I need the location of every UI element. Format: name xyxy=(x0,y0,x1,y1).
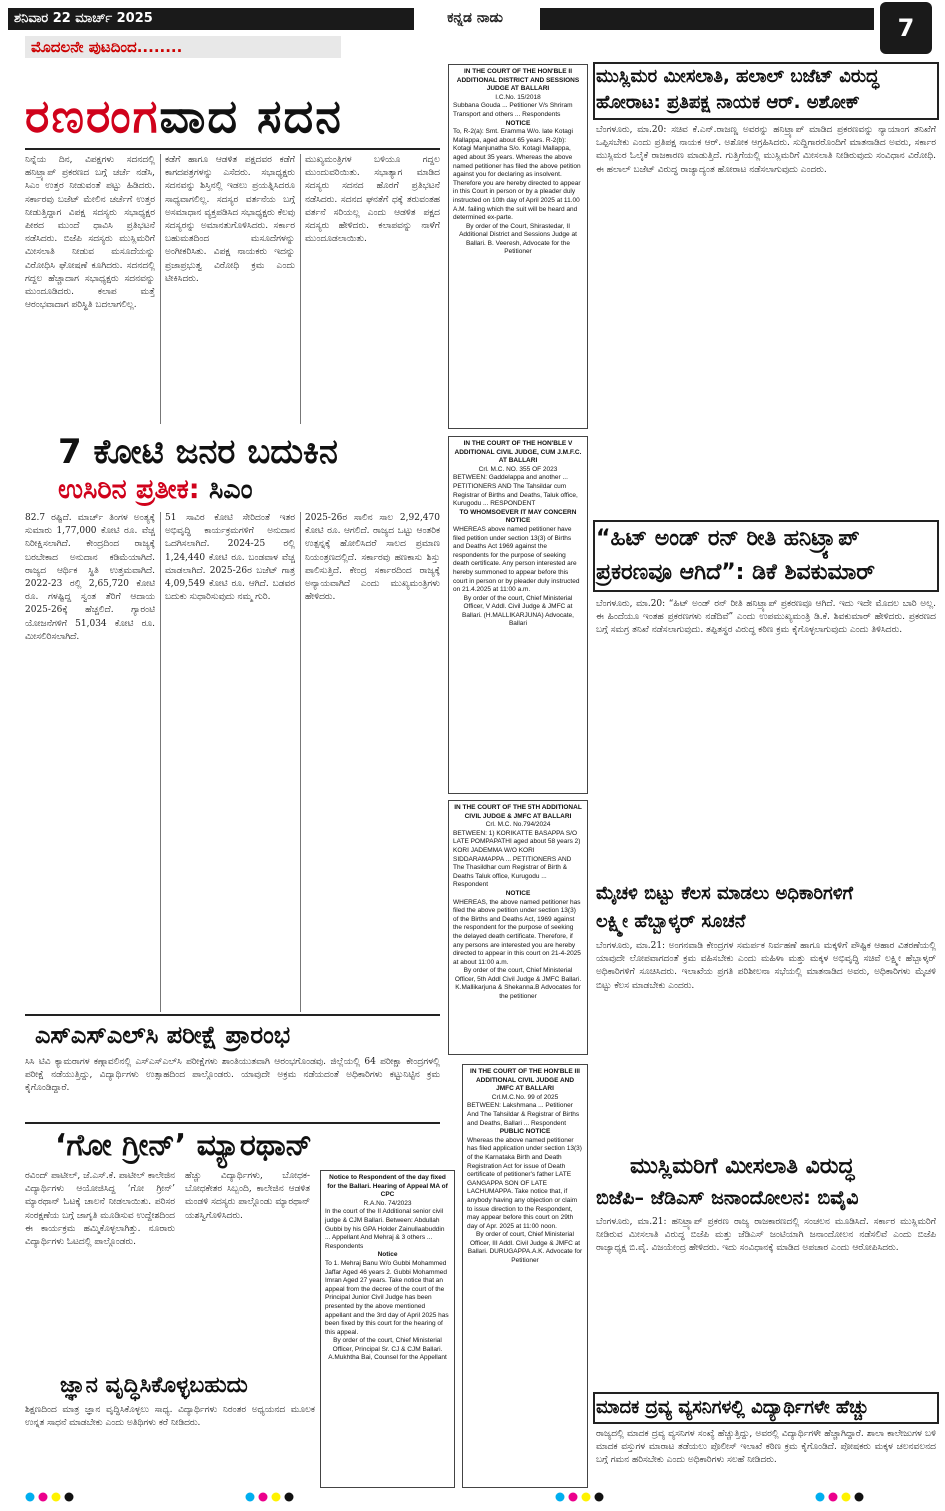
right-story-4-headline-2: ಬಿಜೆಪಿ– ಜೆಡಿಎಸ್ ಜನಾಂದೋಲನ: ಬಿವೈವಿ xyxy=(596,1187,859,1209)
registration-dot xyxy=(569,1493,578,1502)
notice-court: IN THE COURT OF THE 5TH ADDITIONAL CIVIL JUDGE & JMFC AT BALLARI xyxy=(454,804,582,820)
notice-title: NOTICE xyxy=(505,119,531,127)
notice-body: To 1. Mehraj Banu W/o Gubbi Mohammed Jaffar Aged 46 years 2. Gubbi Mohammed Imran Aged 27 years. Take notice that an appeal from the decree of the court of the Principal Junior Civil Judge has been presented by the above mentioned appellant and the 3rd day of April 2025 has been fixed by this court for the hearing of this appeal. xyxy=(325,1259,449,1336)
cm-headline-black: ಸಿಎಂ xyxy=(208,474,253,505)
right-story-2-body: ಬೆಂಗಳೂರು, ಮಾ.20: “ಹಿಟ್ ಅಂಡ್ ರನ್ ರೀತಿ ಹನಿಟ್ರ್ಯಾಪ್ ಪ್ರಕರಣವೂ ಆಗಿದೆ. ಇದು ಇದೇ ಮೊದಲ ಬಾರಿ ಅಲ್ಲ. ಈ ಹಿಂದೆಯೂ ಇಂತಹ ಪ್ರಕರಣಗಳು ನಡೆದಿವೆ” ಎಂದು ಉಪಮುಖ್ಯಮಂತ್ರಿ ಡಿ.ಕೆ. ಶಿವಕುಮಾರ್ ಹೇಳಿದರು. ಪ್ರಕರಣದ ಬಗ್ಗೆ ಸಮಗ್ರ ತನಿಖೆ ನಡೆಸಲಾಗುವುದು. ತಪ್ಪಿತಸ್ಥರ ವಿರುದ್ಧ ಕಠಿಣ ಕ್ರಮ ಕೈಗೊಳ್ಳಲಾಗುವುದು ಎಂದು ತಿಳಿಸಿದರು. xyxy=(596,599,936,636)
notice-parties: BETWEEN: Gaddelappa and another ... PETITIONERS AND The Tahsildar cum Registrar of Births and Deaths, Taluk office, Kurugodu ... RESPONDENT xyxy=(453,474,578,508)
notice-case: Crl. M.C. No.794/2024 xyxy=(485,821,551,829)
lead-col-2: ಕಡೆಗೆ ಹಾಗೂ ಆಡಳಿತ ಪಕ್ಷದವರ ಕಡೆಗೆ ಕಾಗದಪತ್ರಗಳನ್ನು ಎಸೆದರು. ಸಭಾಧ್ಯಕ್ಷರು ಸದನವನ್ನು ಶಿಸ್ತಿನಲ್ಲಿ ಇಡಲು ಪ್ರಯತ್ನಿಸಿದರೂ ಸಾಧ್ಯವಾಗಲಿಲ್ಲ. ಸದಸ್ಯರ ವರ್ತನೆಯ ಬಗ್ಗೆ ಅಸಮಾಧಾನ ವ್ಯಕ್ತಪಡಿಸಿದ ಸಭಾಧ್ಯಕ್ಷರು ಕೆಲವು ಸದಸ್ಯರನ್ನು ಅಮಾನತುಗೊಳಿಸಿದರು. ಸರ್ಕಾರ ಬಹುಮತದಿಂದ ಮಸೂದೆಗಳನ್ನು ಅಂಗೀಕರಿಸಿತು. ವಿಪಕ್ಷ ನಾಯಕರು ಇದನ್ನು ಪ್ರಜಾಪ್ರಭುತ್ವ ವಿರೋಧಿ ಕ್ರಮ ಎಂದು ಟೀಕಿಸಿದರು. xyxy=(165,155,295,284)
section-tag: ಮೊದಲನೇ ಪುಟದಿಂದ........ xyxy=(25,36,341,58)
sslc-rule xyxy=(25,1014,440,1016)
notice-court: Notice to Respondent of the day fixed for the Ballari. Hearing of Appeal MA of CPC xyxy=(327,1174,448,1199)
court-notice xyxy=(448,64,588,429)
notice-signature: By order of the court, Chief Ministerial Officer, 5th Addl Civil Judge & JMFC Ballari. K.Mallikarjuna & Shekanna.B Advocates for the petitioner xyxy=(454,967,582,1001)
registration-dot xyxy=(829,1493,838,1502)
registration-dot xyxy=(26,1493,35,1502)
registration-dot xyxy=(595,1493,604,1502)
notice-case: I.C.No. 15/2018 xyxy=(495,93,541,101)
right-story-5-body: ರಾಜ್ಯದಲ್ಲಿ ಮಾದಕ ದ್ರವ್ಯ ವ್ಯಸನಿಗಳ ಸಂಖ್ಯೆ ಹೆಚ್ಚುತ್ತಿದ್ದು, ಅವರಲ್ಲಿ ವಿದ್ಯಾರ್ಥಿಗಳೇ ಹೆಚ್ಚಾಗಿದ್ದಾರೆ. ಶಾಲಾ ಕಾಲೇಜುಗಳ ಬಳಿ ಮಾದಕ ವಸ್ತುಗಳ ಮಾರಾಟ ತಡೆಯಲು ಪೊಲೀಸ್ ಇಲಾಖೆ ಕಠಿಣ ಕ್ರಮ ಕೈಗೊಂಡಿದೆ. ಪೋಷಕರು ಮಕ್ಕಳ ಚಲನವಲನದ ಬಗ್ಗೆ ಗಮನ ಹರಿಸಬೇಕು ಎಂದು ಅಧಿಕಾರಿಗಳು ಸಲಹೆ ನೀಡಿದರು. xyxy=(596,1429,936,1466)
right-story-2-headline-1: “ಹಿಟ್ ಅಂಡ್ ರನ್ ರೀತಿ ಹನಿಟ್ರ್ಯಾಪ್ xyxy=(596,526,860,551)
notice-title: TO WHOMSOEVER IT MAY CONCERN NOTICE xyxy=(459,508,577,525)
right-story-3-headline-1: ಮೈಚಳಿ ಬಿಟ್ಟು ಕೆಲಸ ಮಾಡಲು ಅಧಿಕಾರಿಗಳಿಗೆ xyxy=(596,883,853,904)
sslc-headline: ಎಸ್‌ಎಸ್‌ಎಲ್‌ಸಿ ಪರೀಕ್ಷೆ ಪ್ರಾರಂಭ xyxy=(35,1021,291,1049)
right-story-1-headline-2: ಹೋರಾಟ: ಪ್ರತಿಪಕ್ಷ ನಾಯಕ ಆರ್. ಅಶೋಕ್ xyxy=(596,92,860,113)
notice-court: IN THE COURT OF THE HON'BLE III ADDITIONAL CIVIL JUDGE AND JMFC AT BALLARI xyxy=(470,1068,580,1093)
gogreen-rule xyxy=(25,1122,440,1124)
notice-parties: In the court of the II Additional senior civil judge & CJM Ballari. Between: Abdullah Gubbi by his GPA Holder Zainullaabuddin ... Appellant And Mehraj & 3 others ... Respondents xyxy=(325,1208,445,1250)
notice-court: IN THE COURT OF THE HON'BLE II ADDITIONAL DISTRICT AND SESSIONS JUDGE AT BALLARI xyxy=(456,68,580,93)
cm-headline-red: ಉಸಿರಿನ ಪ್ರತೀಕ: xyxy=(58,474,200,505)
sslc-body: ಸಿಸಿ ಟಿವಿ ಕ್ಯಾಮರಾಗಳ ಕಣ್ಗಾವಲಿನಲ್ಲಿ ಎಸ್‌ಎಸ್‌ಎಲ್‌ಸಿ ಪರೀಕ್ಷೆಗಳು ಶಾಂತಿಯುತವಾಗಿ ಆರಂಭಗೊಂಡವು. ಜಿಲ್ಲೆಯಲ್ಲಿ 64 ಪರೀಕ್ಷಾ ಕೇಂದ್ರಗಳಲ್ಲಿ ಪರೀಕ್ಷೆ ನಡೆಯುತ್ತಿದ್ದು, ವಿದ್ಯಾರ್ಥಿಗಳು ಉತ್ಸಾಹದಿಂದ ಪಾಲ್ಗೊಂಡರು. ಯಾವುದೇ ಅಕ್ರಮ ನಡೆಯದಂತೆ ಅಧಿಕಾರಿಗಳು ಕಟ್ಟುನಿಟ್ಟಿನ ಕ್ರಮ ಕೈಗೊಂಡಿದ್ದಾರೆ. xyxy=(25,1057,440,1094)
right-story-5-headline: ಮಾದಕ ದ್ರವ್ಯ ವ್ಯಸನಿಗಳಲ್ಲಿ ವಿದ್ಯಾರ್ಥಿಗಳೇ ಹೆಚ್ಚು xyxy=(596,1397,869,1418)
notice-title: PUBLIC NOTICE xyxy=(499,1128,551,1136)
registration-marks xyxy=(0,1488,945,1507)
notice-court: IN THE COURT OF THE HON'BLE V ADDITIONAL CIVIL JUDGE, CUM J.M.F.C. AT BALLARI xyxy=(454,440,582,465)
registration-dot xyxy=(842,1493,851,1502)
right-story-4-body: ಬೆಂಗಳೂರು, ಮಾ.21: ಹನಿಟ್ರ್ಯಾಪ್ ಪ್ರಕರಣ ರಾಜ್ಯ ರಾಜಕಾರಣದಲ್ಲಿ ಸಂಚಲನ ಮೂಡಿಸಿದೆ. ಸರ್ಕಾರ ಮುಸ್ಲಿಮರಿಗೆ ನೀಡಿರುವ ಮೀಸಲಾತಿ ವಿರುದ್ಧ ಬಿಜೆಪಿ ಮತ್ತು ಜೆಡಿಎಸ್ ಜಂಟಿಯಾಗಿ ಜನಾಂದೋಲನ ನಡೆಸಲಿವೆ ಎಂದು ಬಿಜೆಪಿ ರಾಜ್ಯಾಧ್ಯಕ್ಷ ಬಿ.ವೈ. ವಿಜಯೇಂದ್ರ ಹೇಳಿದರು. ಇದು ಸಂವಿಧಾನಕ್ಕೆ ಮಾಡಿದ ಅಪಚಾರ ಎಂದು ಆರೋಪಿಸಿದರು. xyxy=(596,1217,936,1254)
court-notice xyxy=(448,800,588,1055)
right-story-4-headline-1: ಮುಸ್ಲಿಮರಿಗೆ ಮೀಸಲಾತಿ ವಿರುದ್ಧ xyxy=(630,1154,855,1179)
notice-signature: By order of court, Chief Ministerial Officer, III Addl. Civil Judge & JMFC at Ballari. DURUGAPPA.A.K. Advocate for Petitioner xyxy=(467,1231,583,1265)
issue-date: ಶನಿವಾರ 22 ಮಾರ್ಚ್ 2025 xyxy=(14,11,153,26)
lead-rule xyxy=(25,148,440,150)
notice-body: WHEREAS, the above named petitioner has filed the above petition under section 13(3) of the Births and Deaths Act, 1969 against the respondent for the purpose of seeking the delayed death certificate. Therefore, if any persons are interested you are hereby directed to appear in this court on 21-4-2025 at about 11:00 a.m. xyxy=(453,898,581,966)
notice-case: R.A.No. 74/2023 xyxy=(363,1199,412,1207)
cm-headline-2 xyxy=(58,472,458,508)
notice-title: Notice xyxy=(377,1251,398,1259)
jnana-headline: ಜ್ಞಾನ ವೃದ್ಧಿಸಿಕೊಳ್ಳಬಹುದು xyxy=(60,1373,248,1398)
registration-dot xyxy=(816,1493,825,1502)
notice-parties: Subbana Gouda ... Petitioner V/s Shriram Transport and others ... Respondents xyxy=(453,102,573,118)
gogreen-headline: ‘ಗೋ ಗ್ರೀನ್’ ಮ್ಯಾರಥಾನ್ xyxy=(55,1128,313,1163)
lead-headline-black: ವಾದ ಸದನ xyxy=(159,89,343,143)
column-rule xyxy=(300,512,301,1012)
registration-marks-svg xyxy=(0,1488,945,1507)
cm-headline-1: 7 ಕೋಟಿ ಜನರ ಬದುಕಿನ xyxy=(58,432,338,472)
notice-signature: By order of the Court, Shirastedar, II Additional District and Sessions Judge at Ballari. B. Veeresh, Advocate for the Petitioner xyxy=(459,222,577,256)
header-rule-bar xyxy=(540,8,874,30)
notice-title: NOTICE xyxy=(505,889,531,897)
cm-col-2: 51 ಸಾವಿರ ಕೋಟಿ ಸೇರಿದಂತೆ ಇತರ ಅಭಿವೃದ್ಧಿ ಕಾರ್ಯಕ್ರಮಗಳಿಗೆ ಅನುದಾನ ಒದಗಿಸಲಾಗಿದೆ. 2024-25 ರಲ್ಲಿ 1,24,440 ಕೋಟಿ ರೂ. ಬಂಡವಾಳ ವೆಚ್ಚ ಮಾಡಲಾಗಿದೆ. 2025-26ರ ಬಜೆಟ್ ಗಾತ್ರ 4,09,549 ಕೋಟಿ ರೂ. ಆಗಿದೆ. ಬಡವರ ಬದುಕು ಸುಧಾರಿಸುವುದು ನಮ್ಮ ಗುರಿ. xyxy=(165,513,295,603)
notice-parties: BETWEEN: Lakshmana ... Petitioner And The Tahsildar & Registrar of Births and Deaths, Ballari ... Respondent xyxy=(467,1102,580,1127)
notice-signature: By order of the court, Chief Ministerial Officer, V Addl. Civil Judge & JMFC at Ballari. (H.MALLIKARJUNA) Advocate, Ballari xyxy=(462,594,574,628)
court-notice xyxy=(448,436,588,794)
registration-dot xyxy=(52,1493,61,1502)
jnana-body: ಶಿಕ್ಷಣದಿಂದ ಮಾತ್ರ ಜ್ಞಾನ ವೃದ್ಧಿಸಿಕೊಳ್ಳಲು ಸಾಧ್ಯ. ವಿದ್ಯಾರ್ಥಿಗಳು ನಿರಂತರ ಅಧ್ಯಯನದ ಮೂಲಕ ಉನ್ನತ ಸಾಧನೆ ಮಾಡಬೇಕು ಎಂದು ಅತಿಥಿಗಳು ಕರೆ ನೀಡಿದರು. xyxy=(25,1405,315,1429)
column-rule xyxy=(160,154,161,424)
registration-dot xyxy=(272,1493,281,1502)
notice-body: WHEREAS above named petitioner have filed petition under section 13(3) of Births and Deaths Act 1969 against the respondents for the purpose of seeking death certificate. Any person interested are hereby summoned to appear before this court in person or by pleader duly instructed on 21.4.2025 at 11:00 a.m. xyxy=(453,525,580,594)
court-notice xyxy=(462,1064,588,1488)
notice-parties: BETWEEN: 1) KORIKATTE BASAPPA S/O LATE POMPAPATHI aged about 58 years 2) KORI JADEMMA W/O KORI SIDDARAMAPPA ... PETITIONERS AND The Thasildhar cum Registrar of Birth & Deaths Taluk office, Kurugodu ... Respondent xyxy=(453,829,581,889)
registration-dot xyxy=(855,1493,864,1502)
right-story-3-headline-2: ಲಕ್ಷ್ಮೀ ಹೆಬ್ಬಾಳ್ಕರ್ ಸೂಚನೆ xyxy=(596,911,746,932)
right-story-3-body: ಬೆಂಗಳೂರು, ಮಾ.21: ಅಂಗನವಾಡಿ ಕೇಂದ್ರಗಳ ಸಮರ್ಪಕ ನಿರ್ವಹಣೆ ಹಾಗೂ ಮಕ್ಕಳಿಗೆ ಪೌಷ್ಟಿಕ ಆಹಾರ ವಿತರಣೆಯಲ್ಲಿ ಯಾವುದೇ ಲೋಪವಾಗದಂತೆ ಕ್ರಮ ವಹಿಸಬೇಕು ಎಂದು ಮಹಿಳಾ ಮತ್ತು ಮಕ್ಕಳ ಅಭಿವೃದ್ಧಿ ಸಚಿವೆ ಲಕ್ಷ್ಮೀ ಹೆಬ್ಬಾಳ್ಕರ್ ಅಧಿಕಾರಿಗಳಿಗೆ ಸೂಚಿಸಿದರು. ಇಲಾಖೆಯ ಪ್ರಗತಿ ಪರಿಶೀಲನಾ ಸಭೆಯಲ್ಲಿ ಮಾತನಾಡಿದ ಅವರು, ಅಧಿಕಾರಿಗಳು ಮೈಚಳಿ ಬಿಟ್ಟು ಕೆಲಸ ಮಾಡಬೇಕು ಎಂದರು. xyxy=(596,941,936,991)
column-rule xyxy=(160,512,161,1012)
notice-case: Crl.M.C.No. 99 of 2025 xyxy=(491,1093,559,1101)
lead-col-3: ಮುಖ್ಯಮಂತ್ರಿಗಳ ಬಳಿಯೂ ಗದ್ದಲ ಮುಂದುವರಿಯಿತು. ಸಭಾತ್ಯಾಗ ಮಾಡಿದ ಸದಸ್ಯರು ಸದನದ ಹೊರಗೆ ಪ್ರತಿಭಟನೆ ನಡೆಸಿದರು. ಸದನದ ಘನತೆಗೆ ಧಕ್ಕೆ ತರುವಂತಹ ವರ್ತನೆ ಸರಿಯಲ್ಲ ಎಂದು ಆಡಳಿತ ಪಕ್ಷದ ಸದಸ್ಯರು ಹೇಳಿದರು. ಕಲಾಪವನ್ನು ನಾಳೆಗೆ ಮುಂದೂಡಲಾಯಿತು. xyxy=(305,155,440,245)
registration-dot xyxy=(246,1493,255,1502)
notice-body: Whereas the above named petitioner has filed application under section 13(3) of the Karnataka Birth and Death Registration Act for issue of Death certificate of petitioner's father LATE GANGAPPA SON OF LATE LACHUMAPPA. Take notice that, if anybody having any objection or claim to issue direction to the Respondent, may appear before this court on 29th day of Apr. 2025 at 11:00 noon. xyxy=(467,1136,582,1230)
registration-dot xyxy=(556,1493,565,1502)
right-story-2-headline-2: ಪ್ರಕರಣವೂ ಆಗಿದೆ”: ಡಿಕೆ ಶಿವಕುಮಾರ್ xyxy=(596,560,875,585)
masthead: ಕನ್ನಡ ನಾಡು xyxy=(447,10,503,26)
right-story-1-body: ಬೆಂಗಳೂರು, ಮಾ.20: ಸಚಿವ ಕೆ.ಎನ್.ರಾಜಣ್ಣ ಅವರನ್ನು ಹನಿಟ್ರ್ಯಾಪ್ ಮಾಡಿದ ಪ್ರಕರಣವನ್ನು ನ್ಯಾಯಾಂಗ ತನಿಖೆಗೆ ಒಪ್ಪಿಸಬೇಕು ಎಂದು ಪ್ರತಿಪಕ್ಷ ನಾಯಕ ಆರ್. ಅಶೋಕ ಆಗ್ರಹಿಸಿದರು. ಸುದ್ದಿಗಾರರೊಂದಿಗೆ ಮಾತನಾಡಿದ ಅವರು, ಸರ್ಕಾರ ಮುಸ್ಲಿಮರ ಓಲೈಕೆ ರಾಜಕಾರಣ ಮಾಡುತ್ತಿದೆ. ಗುತ್ತಿಗೆಯಲ್ಲಿ ಮುಸ್ಲಿಮರಿಗೆ ಮೀಸಲಾತಿ ನೀಡಿರುವುದು ಸಂವಿಧಾನ ವಿರೋಧಿ. ಈ ಹಲಾಲ್ ಬಜೆಟ್ ವಿರುದ್ಧ ರಾಜ್ಯಾದ್ಯಂತ ಹೋರಾಟ ನಡೆಸಲಾಗುವುದು ಎಂದರು. xyxy=(596,125,936,175)
notice-body: To, R-2(a): Smt. Eramma W/o. late Kotagi Mallappa, aged about 65 years. R-2(b): Kotagi Manjunatha S/o. Kotagi Mallappa, aged about 35 years. Whereas the above named petitioner has filed the above petition against you for declaring as insolvent. Therefore you are hereby directed to appear in this Court in person or by a pleader duly instructed on 10th day of April 2025 at 11.00 A.M. failing which the suit will be heard and determined ex-parte. xyxy=(453,128,581,222)
court-notice xyxy=(320,1170,455,1488)
column-rule xyxy=(300,154,301,424)
cm-col-3: 2025-26ರ ಸಾಲಿನ ಸಾಲ 2,92,470 ಕೋಟಿ ರೂ. ಆಗಲಿದೆ. ರಾಜ್ಯದ ಒಟ್ಟು ಆಂತರಿಕ ಉತ್ಪನ್ನಕ್ಕೆ ಹೋಲಿಸಿದರೆ ಸಾಲದ ಪ್ರಮಾಣ ನಿಯಂತ್ರಣದಲ್ಲಿದೆ. ಸರ್ಕಾರವು ಹಣಕಾಸು ಶಿಸ್ತು ಪಾಲಿಸುತ್ತಿದೆ. ಕೇಂದ್ರ ಸರ್ಕಾರದಿಂದ ರಾಜ್ಯಕ್ಕೆ ಅನ್ಯಾಯವಾಗಿದೆ ಎಂದು ಮುಖ್ಯಮಂತ್ರಿಗಳು ಹೇಳಿದರು. xyxy=(305,513,440,603)
lead-headline-red: ರಣರಂಗ xyxy=(25,89,160,143)
registration-dot xyxy=(39,1493,48,1502)
registration-dot xyxy=(259,1493,268,1502)
registration-dot xyxy=(285,1493,294,1502)
right-story-1-headline-1: ಮುಸ್ಲಿಮರ ಮೀಸಲಾತಿ, ಹಲಾಲ್ ಬಜೆಟ್ ವಿರುದ್ಧ xyxy=(596,66,880,87)
registration-dot xyxy=(582,1493,591,1502)
page-number: 7 xyxy=(880,2,932,54)
notice-signature: By order of the court, Chief Ministerial Officer, Principal Sr. CJ & CJM Ballari. A.Mukhtha Bai, Counsel for the Appellant xyxy=(328,1337,447,1362)
gogreen-body-2: ಹೆಚ್ಚು ವಿದ್ಯಾರ್ಥಿಗಳು, ಬೋಧಕ-ಬೋಧಕೇತರ ಸಿಬ್ಬಂದಿ, ಕಾಲೇಜಿನ ಆಡಳಿತ ಮಂಡಳಿ ಸದಸ್ಯರು ಪಾಲ್ಗೊಂಡು ಮ್ಯಾರಥಾನ್ ಯಶಸ್ವಿಗೊಳಿಸಿದರು. xyxy=(185,1171,310,1221)
registration-dot xyxy=(65,1493,74,1502)
date-bar xyxy=(8,8,414,30)
gogreen-body: ರವಿಂದ್ ಪಾಟೀಲ್, ಜೆ.ಎಸ್.ಕೆ. ಪಾಟೀಲ್ ಕಾಲೇಜಿನ ವಿದ್ಯಾರ್ಥಿಗಳು ಆಯೋಜಿಸಿದ್ದ ‘ಗೋ ಗ್ರೀನ್’ ಮ್ಯಾರಥಾನ್ ಓಟಕ್ಕೆ ಚಾಲನೆ ನೀಡಲಾಯಿತು. ಪರಿಸರ ಸಂರಕ್ಷಣೆಯ ಬಗ್ಗೆ ಜಾಗೃತಿ ಮೂಡಿಸುವ ಉದ್ದೇಶದಿಂದ ಈ ಕಾರ್ಯಕ್ರಮ ಹಮ್ಮಿಕೊಳ್ಳಲಾಗಿತ್ತು. ನೂರಾರು ವಿದ್ಯಾರ್ಥಿಗಳು ಓಟದಲ್ಲಿ ಪಾಲ್ಗೊಂಡರು. xyxy=(25,1171,175,1248)
lead-col-1: ನಿನ್ನೆಯ ದಿನ, ವಿಪಕ್ಷಗಳು ಸದನದಲ್ಲಿ ಹನಿಟ್ರ್ಯಾಪ್ ಪ್ರಕರಣದ ಬಗ್ಗೆ ಚರ್ಚೆ ನಡೆಸಿ, ಸಿಎಂ ಉತ್ತರ ನೀಡುವಂತೆ ಪಟ್ಟು ಹಿಡಿದರು. ಸರ್ಕಾರವು ಬಜೆಟ್ ಮೇಲಿನ ಚರ್ಚೆಗೆ ಉತ್ತರ ನೀಡುತ್ತಿದ್ದಾಗ ವಿಪಕ್ಷ ಸದಸ್ಯರು ಸಭಾಧ್ಯಕ್ಷರ ಪೀಠದ ಮುಂದೆ ಧಾವಿಸಿ ಪ್ರತಿಭಟನೆ ನಡೆಸಿದರು. ಬಿಜೆಪಿ ಸದಸ್ಯರು ಮುಸ್ಲಿಮರಿಗೆ ಮೀಸಲಾತಿ ನೀಡುವ ಮಸೂದೆಯನ್ನು ವಿರೋಧಿಸಿ ಘೋಷಣೆ ಕೂಗಿದರು. ಸದನದಲ್ಲಿ ಗದ್ದಲ ಹೆಚ್ಚಾದಾಗ ಸಭಾಧ್ಯಕ್ಷರು ಸದನವನ್ನು ಮುಂದೂಡಿದರು. ಕಲಾಪ ಮತ್ತೆ ಆರಂಭವಾದಾಗ ಪರಿಸ್ಥಿತಿ ಬದಲಾಗಲಿಲ್ಲ. xyxy=(25,155,155,311)
cm-col-1: 82.7 ರಷ್ಟಿದೆ. ಮಾರ್ಚ್ ತಿಂಗಳ ಅಂತ್ಯಕ್ಕೆ ಸುಮಾರು 1,77,000 ಕೋಟಿ ರೂ. ವೆಚ್ಚ ನಿರೀಕ್ಷಿಸಲಾಗಿದೆ. ಕೇಂದ್ರದಿಂದ ರಾಜ್ಯಕ್ಕೆ ಬರಬೇಕಾದ ಅನುದಾನ ಕಡಿಮೆಯಾಗಿದೆ. ರಾಜ್ಯದ ಆರ್ಥಿಕ ಸ್ಥಿತಿ ಉತ್ತಮವಾಗಿದೆ. 2022-23 ರಲ್ಲಿ 2,65,720 ಕೋಟಿ ರೂ. ಗಳಷ್ಟಿದ್ದ ಸ್ವಂತ ತೆರಿಗೆ ಆದಾಯ 2025-26ಕ್ಕೆ ಹೆಚ್ಚಲಿದೆ. ಗ್ಯಾರಂಟಿ ಯೋಜನೆಗಳಿಗೆ 51,034 ಕೋಟಿ ರೂ. ಮೀಸಲಿರಿಸಲಾಗಿದೆ. xyxy=(25,513,155,642)
notice-case: Crl. M.C. NO. 355 OF 2023 xyxy=(478,465,558,473)
lead-headline xyxy=(25,86,445,146)
